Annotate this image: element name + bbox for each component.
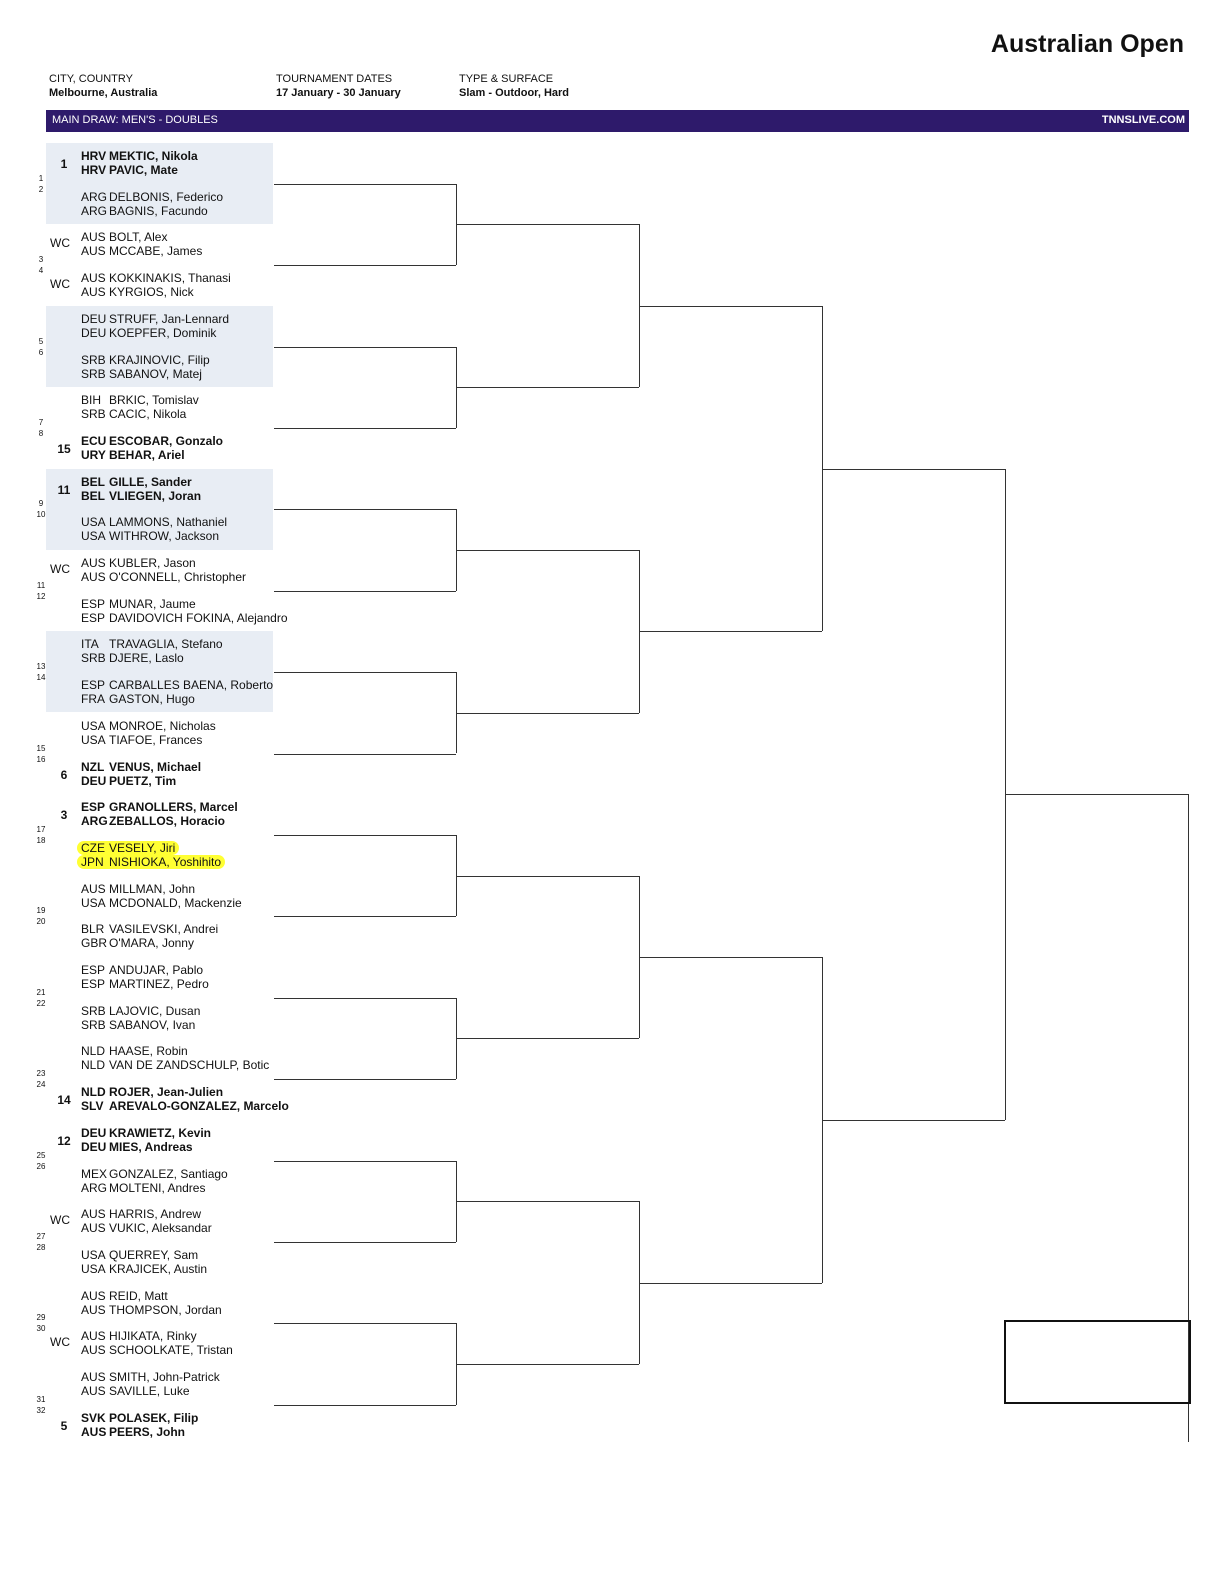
bracket-line: [457, 387, 639, 388]
team-player-2: ARG MOLTENI, Andres: [81, 1180, 206, 1195]
team-player-1: NLD ROJER, Jean-Julien: [81, 1085, 224, 1100]
draw-position: 21: [36, 987, 46, 997]
team-player-1: HRV MEKTIC, Nikola: [81, 149, 198, 163]
bracket-line: [457, 224, 639, 225]
draw-label: MAIN DRAW: MEN'S - DOUBLES: [52, 114, 218, 126]
team-player-1: BIH BRKIC, Tomislav: [81, 393, 199, 408]
team-player-2: USA TIAFOE, Frances: [81, 732, 203, 747]
seed-number: 3: [60, 808, 68, 823]
seed-number: 1: [60, 157, 68, 171]
team-player-2: BEL VLIEGEN, Joran: [81, 488, 202, 503]
site-link[interactable]: TNNSLIVE.COM: [1101, 114, 1185, 126]
team-player-1: AUS REID, Matt: [81, 1288, 168, 1303]
wildcard-tag: WC: [50, 236, 70, 251]
bracket-line: [274, 184, 456, 185]
bracket-line: [274, 998, 456, 999]
wildcard-tag: WC: [50, 1213, 70, 1228]
city-value: Melbourne, Australia: [49, 87, 158, 99]
bracket-line: [274, 754, 456, 755]
bracket-line: [274, 347, 456, 348]
bracket-line: [640, 957, 822, 958]
team-player-1: SRB LAJOVIC, Dusan: [81, 1003, 201, 1018]
bracket-line: [274, 428, 456, 429]
team-player-2: AUS MCCABE, James: [81, 244, 203, 259]
team-player-2: AUS KYRGIOS, Nick: [81, 285, 194, 300]
team-player-2: USA MCDONALD, Mackenzie: [81, 895, 242, 910]
draw-position: 18: [36, 835, 46, 845]
wildcard-tag: WC: [50, 277, 70, 292]
team-player-1: NLD HAASE, Robin: [81, 1044, 188, 1059]
draw-position: 8: [38, 428, 44, 438]
draw-position: 19: [36, 906, 46, 916]
bracket-line: [274, 1323, 456, 1324]
draw-banner: [46, 110, 1189, 132]
dates-label: TOURNAMENT DATES: [276, 73, 393, 85]
bracket-line: [823, 1120, 1005, 1121]
seed-number: 14: [57, 1093, 71, 1108]
bracket-line: [274, 672, 456, 673]
bracket-line: [274, 509, 456, 510]
team-player-1: AUS HARRIS, Andrew: [81, 1207, 202, 1222]
team-player-2: AUS SAVILLE, Luke: [81, 1384, 190, 1398]
team-player-2: ARGZEBALLOS, Horacio: [81, 814, 226, 829]
team-player-1: ESP MUNAR, Jaume: [81, 596, 196, 611]
team-player-2: ARG BAGNIS, Facundo: [81, 203, 208, 218]
draw-position: 17: [36, 824, 46, 834]
draw-position: 24: [36, 1080, 46, 1090]
wildcard-tag: WC: [50, 1335, 70, 1350]
bracket-line: [457, 1201, 639, 1202]
team-player-2: SRB SABANOV, Ivan: [81, 1017, 196, 1032]
bracket-line: [823, 469, 1005, 470]
team-player-2: DEU MIES, Andreas: [81, 1139, 193, 1154]
bracket-line: [274, 916, 456, 917]
team-player-2: AUS THOMPSON, Jordan: [81, 1302, 222, 1317]
draw-position: 26: [36, 1161, 46, 1171]
draw-position: 9: [38, 499, 44, 509]
team-player-2: SRB DJERE, Laslo: [81, 651, 184, 666]
team-player-1: ITA TRAVAGLIA, Stefano: [81, 637, 223, 652]
team-player-2: AUS PEERS, John: [81, 1424, 186, 1439]
team-player-1: BLR VASILEVSKI, Andrei: [81, 922, 219, 937]
draw-position: 4: [38, 266, 44, 276]
team-player-2: URY BEHAR, Ariel: [81, 447, 185, 462]
team-player-2: SLV AREVALO-GONZALEZ, Marcelo: [81, 1099, 289, 1114]
bracket-line: [274, 1242, 456, 1243]
draw-position: 15: [36, 743, 46, 753]
team-player-2: FRA GASTON, Hugo: [81, 692, 195, 707]
team-player-1: NZL VENUS, Michael: [81, 759, 202, 774]
team-player-1: AUS MILLMAN, John: [81, 881, 196, 896]
city-label: CITY, COUNTRY: [49, 73, 133, 85]
seed-number: 6: [60, 767, 68, 782]
draw-position: 20: [36, 917, 46, 927]
champion-box: [1004, 1320, 1191, 1404]
team-player-1: AUS KUBLER, Jason: [81, 556, 196, 570]
team-player-2: SRB CACIC, Nikola: [81, 407, 187, 422]
bracket-line: [274, 1161, 456, 1162]
team-player-1: SRB KRAJINOVIC, Filip: [81, 352, 210, 367]
draw-position: 1: [38, 173, 44, 183]
team-player-2: AUS VUKIC, Aleksandar: [81, 1221, 212, 1236]
draw-position: 10: [36, 510, 46, 520]
team-player-2: NLD VAN DE ZANDSCHULP, Botic: [81, 1058, 270, 1073]
draw-position: 3: [38, 255, 44, 265]
bracket-line: [274, 1405, 456, 1406]
draw-position: 25: [36, 1150, 46, 1160]
seed-number: 11: [57, 482, 71, 497]
bracket-line: [274, 835, 456, 836]
team-player-1: DEU KRAWIETZ, Kevin: [81, 1125, 212, 1140]
draw-position: 28: [36, 1242, 46, 1252]
bracket-line: [457, 1364, 639, 1365]
team-player-1: CZE VESELY, Jiri: [81, 841, 179, 855]
team-player-2: DEU PUETZ, Tim: [81, 773, 177, 788]
type-label: TYPE & SURFACE: [459, 73, 554, 85]
bracket-line: [640, 306, 822, 307]
draw-position: 22: [36, 998, 46, 1008]
team-player-1: SVK POLASEK, Filip: [81, 1410, 199, 1425]
bracket-line: [640, 631, 822, 632]
draw-position: 13: [36, 662, 46, 672]
team-player-1: AUS SMITH, John-Patrick: [81, 1370, 220, 1384]
bracket-line: [457, 713, 639, 714]
team-player-1: ESP ANDUJAR, Pablo: [81, 963, 204, 977]
bracket-line: [457, 1038, 639, 1039]
draw-position: 32: [36, 1405, 46, 1415]
team-player-2: DEU KOEPFER, Dominik: [81, 325, 217, 340]
draw-position: 16: [36, 754, 46, 764]
team-player-1: USA QUERREY, Sam: [81, 1247, 199, 1262]
bracket-line: [274, 591, 456, 592]
team-player-1: ESP GRANOLLERS, Marcel: [81, 800, 238, 815]
draw-position: 23: [36, 1069, 46, 1079]
draw-position: 5: [38, 336, 44, 346]
team-player-1: BEL GILLE, Sander: [81, 474, 192, 489]
dates-value: 17 January - 30 January: [276, 87, 401, 99]
tournament-title: Australian Open: [990, 30, 1184, 58]
team-player-1: USA LAMMONS, Nathaniel: [81, 515, 228, 530]
draw-position: 31: [36, 1394, 46, 1404]
team-player-2: HRV PAVIC, Mate: [81, 163, 178, 177]
seed-number: 12: [57, 1133, 71, 1148]
draw-position: 27: [36, 1231, 46, 1241]
team-player-1: AUS KOKKINAKIS, Thanasi: [81, 271, 231, 286]
bracket-line: [274, 1079, 456, 1080]
bracket-line: [457, 550, 639, 551]
bracket-line: [457, 876, 639, 877]
team-player-1: ESP CARBALLES BAENA, Roberto: [81, 678, 274, 693]
team-player-2: ESP MARTINEZ, Pedro: [81, 977, 209, 991]
draw-position: 6: [38, 347, 44, 357]
wildcard-tag: WC: [50, 562, 70, 576]
draw-position: 30: [36, 1324, 46, 1334]
seed-number: 15: [57, 441, 71, 456]
draw-position: 29: [36, 1313, 46, 1323]
team-player-2: USA KRAJICEK, Austin: [81, 1261, 208, 1276]
draw-position: 11: [36, 580, 46, 590]
team-player-2: AUS O'CONNELL, Christopher: [81, 570, 247, 584]
bracket-line: [1006, 794, 1188, 795]
draw-position: 2: [38, 184, 44, 194]
team-player-1: MEX GONZALEZ, Santiago: [81, 1166, 228, 1181]
team-player-1: ECU ESCOBAR, Gonzalo: [81, 433, 224, 448]
team-player-1: DEU STRUFF, Jan-Lennard: [81, 311, 230, 326]
team-player-2: JPN NISHIOKA, Yoshihito: [81, 855, 225, 869]
seed-number: 5: [60, 1418, 68, 1433]
bracket-line: [640, 1283, 822, 1284]
team-player-1: AUS BOLT, Alex: [81, 230, 168, 245]
bracket-line: [274, 265, 456, 266]
team-player-1: ARG DELBONIS, Federico: [81, 189, 224, 204]
team-player-1: USA MONROE, Nicholas: [81, 718, 216, 733]
team-player-2: GBR O'MARA, Jonny: [81, 936, 194, 951]
draw-position: 12: [36, 591, 46, 601]
team-player-2: ESP DAVIDOVICH FOKINA, Alejandro: [81, 610, 288, 625]
team-player-1: AUS HIJIKATA, Rinky: [81, 1329, 197, 1344]
draw-position: 7: [38, 417, 44, 427]
draw-position: 14: [36, 673, 46, 683]
team-player-2: USA WITHROW, Jackson: [81, 529, 220, 544]
team-player-2: SRB SABANOV, Matej: [81, 366, 202, 381]
team-player-2: AUS SCHOOLKATE, Tristan: [81, 1343, 233, 1358]
type-value: Slam - Outdoor, Hard: [459, 87, 570, 99]
